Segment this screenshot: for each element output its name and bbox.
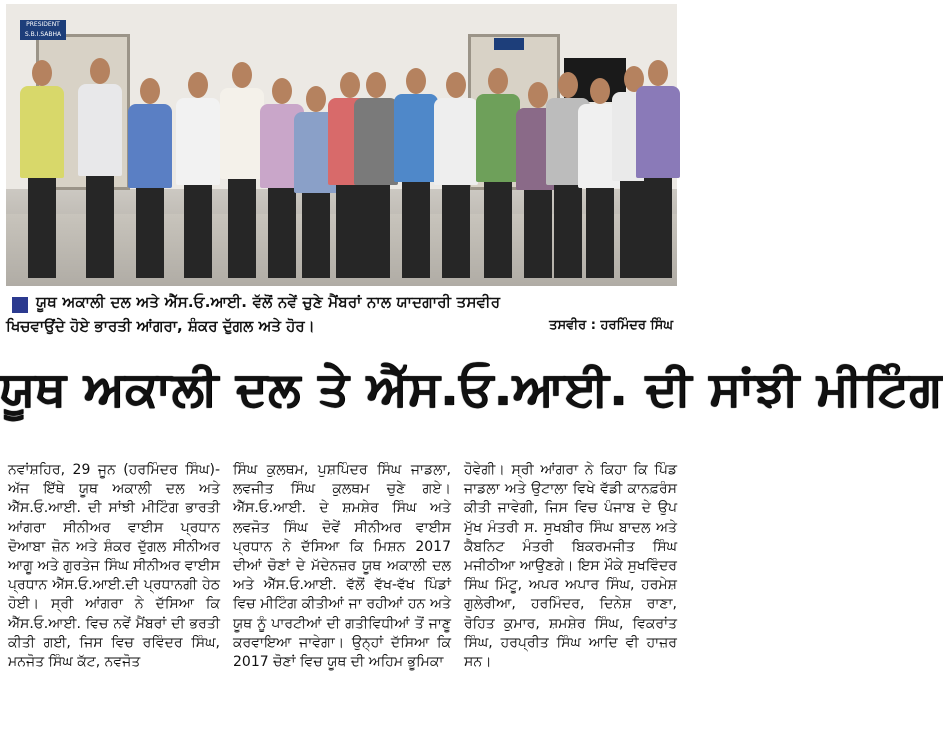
headline: ਯੂਥ ਅਕਾਲੀ ਦਲ ਤੇ ਐੱਸ.ਓ.ਆਈ. ਦੀ ਸਾਂਝੀ ਮੀਟਿੰਗ xyxy=(0,362,943,417)
photo-person-legs xyxy=(442,185,470,278)
photo-person-legs xyxy=(86,176,114,278)
photo-person-legs xyxy=(586,188,614,278)
photo-person-head xyxy=(306,86,326,112)
photo-person-shirt xyxy=(220,88,264,179)
photo-person-head xyxy=(488,68,508,94)
article-text: ਸਿੰਘ ਕੁਲਥਮ, ਪੁਸ਼ਪਿੰਦਰ ਸਿੰਘ ਜਾਡਲਾ, ਲਵਜੀਤ ਸਿੰਘ ਕੁਲਥਮ ਚੁਣੇ ਗਏ। ਐੱਸ.ਓ.ਆਈ. ਦੇ ਸ਼ਮਸ਼ੇਰ ਸਿੰਘ ਅਤੇ ਲਵਜੋਤ ਸਿੰਘ ਦੋਵੇਂ ਸੀਨੀਅਰ ਵਾਈਸ ਪ੍ਰਧਾਨ ਨੇ ਦੱਸਿਆ ਕਿ ਮਿਸ਼ਨ 2017 ਦੀਆਂ ਚੋਣਾਂ ਦੇ ਮੱਦੇਨਜ਼ਰ ਯੂਥ ਅਕਾਲੀ ਦਲ ਅਤੇ ਐੱਸ.ਓ.ਆਈ. ਵੱਲੋਂ ਵੱਖ-ਵੱਖ ਪਿੰਡਾਂ ਵਿਚ ਮੀਟਿੰਗ ਕੀਤੀਆਂ ਜਾ ਰਹੀਆਂ ਹਨ ਅਤੇ ਯੂਥ ਨੂੰ ਪਾਰਟੀਆਂ ਦੀ ਗਤੀਵਿਧੀਆਂ ਤੋਂ ਜਾਣੂ ਕਰਵਾਇਆ ਜਾਵੇਗਾ। ਉਨ੍ਹਾਂ ਦੱਸਿਆ ਕਿ 2017 ਚੋਣਾਂ ਵਿਚ ਯੂਥ ਦੀ ਅਹਿਮ ਭੂਮਿਕਾ xyxy=(233,462,451,671)
photo-person-shirt xyxy=(128,104,172,188)
photo-person-legs xyxy=(362,185,390,278)
photo-person-head xyxy=(140,78,160,104)
photo-person-shirt xyxy=(20,86,64,178)
photo-person-head xyxy=(406,68,426,94)
article-text: ਨਵਾਂਸ਼ਹਿਰ, 29 ਜੂਨ (ਹਰਮਿੰਦਰ ਸਿੰਘ)- ਅੱਜ ਇੱਥੇ ਯੂਥ ਅਕਾਲੀ ਦਲ ਅਤੇ ਐੱਸ.ਓ.ਆਈ. ਦੀ ਸਾਂਝੀ ਮੀਟਿੰਗ ਭਾਰਤੀ ਆਂਗਰਾ ਸੀਨੀਅਰ ਵਾਈਸ ਪ੍ਰਧਾਨ ਦੋਆਬਾ ਜ਼ੋਨ ਅਤੇ ਸ਼ੰਕਰ ਦੁੱਗਲ ਸੀਨੀਅਰ ਆਗੂ ਅਤੇ ਗੁਰਤੇਜ ਸਿੰਘ ਸੀਨੀਅਰ ਵਾਈਸ ਪ੍ਰਧਾਨ ਐੱਸ.ਓ.ਆਈ.ਦੀ ਪ੍ਰਧਾਨਗੀ ਹੇਠ ਹੋਈ। ਸ੍ਰੀ ਆਂਗਰਾ ਨੇ ਦੱਸਿਆ ਕਿ ਐੱਸ.ਓ.ਆਈ. ਵਿਚ ਨਵੇਂ ਮੈਂਬਰਾਂ ਦੀ ਭਰਤੀ ਕੀਤੀ ਗਈ, ਜਿਸ ਵਿਚ ਰਵਿੰਦਰ ਸਿੰਘ, ਮਨਜੋਤ ਸਿੰਘ ਕੱਟ, ਨਵਜੋਤ xyxy=(8,462,220,671)
article-column-1 xyxy=(8,461,220,672)
photo-person-legs xyxy=(268,188,296,278)
photo-person xyxy=(78,58,122,278)
group-photo xyxy=(6,4,677,286)
photo-person xyxy=(20,60,64,278)
photo-sign-board xyxy=(494,38,524,50)
photo-person xyxy=(128,78,172,278)
article-text: ਹੋਵੇਗੀ। ਸ੍ਰੀ ਆਂਗਰਾ ਨੇ ਕਿਹਾ ਕਿ ਪਿੰਡ ਜਾਡਲਾ ਅਤੇ ਉਟਾਲਾ ਵਿਖੇ ਵੱਡੀ ਕਾਨਫ਼ਰੰਸ ਕੀਤੀ ਜਾਵੇਗੀ, ਜਿਸ ਵਿਚ ਪੰਜਾਬ ਦੇ ਉਪ ਮੁੱਖ ਮੰਤਰੀ ਸ. ਸੁਖਬੀਰ ਸਿੰਘ ਬਾਦਲ ਅਤੇ ਕੈਬਨਿਟ ਮੰਤਰੀ ਬਿਕਰਮਜੀਤ ਸਿੰਘ ਮਜੀਠੀਆ ਆਉਣਗੇ। ਇਸ ਮੌਕੇ ਸੁਖਵਿੰਦਰ ਸਿੰਘ ਮਿੰਟੂ, ਅਪਰ ਅਪਾਰ ਸਿੰਘ, ਹਰਮੇਸ਼ ਗੁਲੇਰੀਆ, ਹਰਮਿੰਦਰ, ਦਿਨੇਸ਼ ਰਾਣਾ, ਰੋਹਿਤ ਕੁਮਾਰ, ਸ਼ਮਸ਼ੇਰ ਸਿੰਘ, ਵਿਕਰਾਂਤ ਸਿੰਘ, ਹਰਪ੍ਰੀਤ ਸਿੰਘ ਆਦਿ ਵੀ ਹਾਜ਼ਰ ਸਨ। xyxy=(464,462,677,671)
photo-person-legs xyxy=(484,182,512,278)
photo-credit: ਤਸਵੀਰ : ਹਰਮਿੰਦਰ ਸਿੰਘ xyxy=(549,318,673,333)
photo-person-legs xyxy=(28,178,56,278)
photo-person-legs xyxy=(302,193,330,278)
photo-person xyxy=(354,72,398,278)
photo-person-head xyxy=(188,72,208,98)
caption-marker xyxy=(12,297,28,313)
photo-person-shirt xyxy=(394,94,438,182)
photo-person-head xyxy=(648,60,668,86)
photo-person xyxy=(434,72,478,278)
article-column-3 xyxy=(464,461,677,672)
photo-person-shirt xyxy=(176,98,220,185)
photo-person-legs xyxy=(402,182,430,278)
photo-person xyxy=(394,68,438,278)
photo-person-shirt xyxy=(354,98,398,185)
photo-person-shirt xyxy=(78,84,122,176)
photo-person-legs xyxy=(228,179,256,278)
photo-person-head xyxy=(232,62,252,88)
photo-caption-line1: ਯੂਥ ਅਕਾਲੀ ਦਲ ਅਤੇ ਐੱਸ.ਓ.ਆਈ. ਵੱਲੋਂ ਨਵੇਂ ਚੁਣੇ ਮੈਂਬਰਾਂ ਨਾਲ ਯਾਦਗਾਰੀ ਤਸਵੀਰ xyxy=(36,293,501,311)
photo-person-head xyxy=(590,78,610,104)
photo-person-shirt xyxy=(476,94,520,182)
photo-person-head xyxy=(366,72,386,98)
photo-person-head xyxy=(90,58,110,84)
photo-person-head xyxy=(272,78,292,104)
photo-person-legs xyxy=(136,188,164,278)
photo-person-head xyxy=(446,72,466,98)
photo-person xyxy=(220,62,264,278)
photo-person-shirt xyxy=(434,98,478,185)
photo-person-legs xyxy=(644,178,672,278)
article-column-2 xyxy=(233,461,451,672)
photo-caption-line2: ਖਿਚਵਾਉਂਦੇ ਹੋਏ ਭਾਰਤੀ ਆਂਗਰਾ, ਸ਼ੰਕਰ ਦੁੱਗਲ ਅਤੇ ਹੋਰ। xyxy=(6,317,315,335)
photo-person-shirt xyxy=(636,86,680,178)
photo-sign-board: PRESIDENT S.B.I.SABHA xyxy=(20,20,66,40)
photo-person-head xyxy=(32,60,52,86)
photo-person-head xyxy=(528,82,548,108)
photo-person xyxy=(476,68,520,278)
photo-person xyxy=(176,72,220,278)
photo-person-legs xyxy=(184,185,212,278)
photo-person xyxy=(636,60,680,278)
photo-person-head xyxy=(558,72,578,98)
